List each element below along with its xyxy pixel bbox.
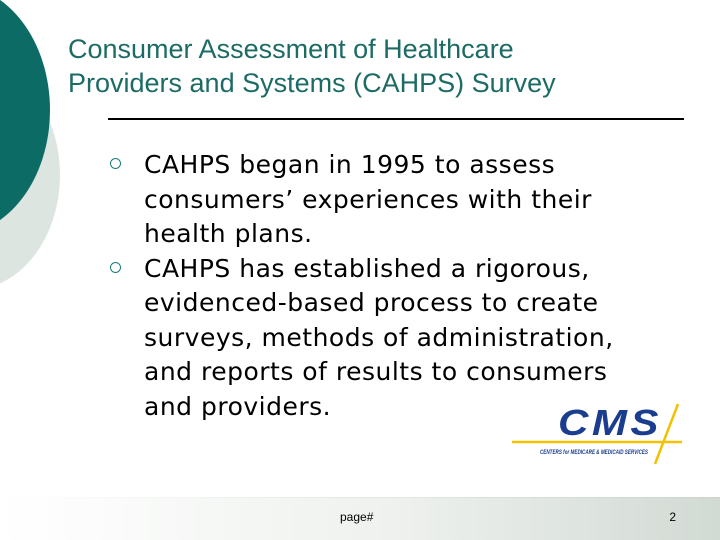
bullet-line: CAHPS began in 1995 to assess	[144, 150, 556, 179]
bullet-line: consumers’ experiences with their	[144, 184, 592, 214]
page-number: 2	[669, 510, 676, 524]
bullet-item	[110, 148, 700, 252]
bullet-line: and reports of results to consumers	[144, 357, 608, 386]
bullet-line: health plans.	[144, 219, 313, 248]
cms-logo-wordmark: CMS	[558, 402, 662, 443]
bullet-item	[110, 252, 700, 425]
bullet-line: surveys, methods of administration,	[144, 322, 614, 352]
circle-bullet-icon	[110, 158, 121, 169]
page-label: page#	[340, 510, 374, 524]
title-line-1: Consumer Assessment of Healthcare	[68, 34, 514, 64]
bullet-list	[110, 148, 700, 424]
slide-title	[68, 32, 688, 100]
bullet-line: evidenced-based process to create	[144, 288, 599, 317]
cms-logo	[510, 402, 685, 466]
circle-bullet-icon	[110, 262, 121, 273]
title-divider	[108, 118, 684, 120]
bullet-line: CAHPS has established a rigorous,	[144, 253, 590, 283]
cms-logo-tagline: CENTERS for MEDICARE & MEDICAID SERVICES	[540, 450, 648, 456]
decorative-circles	[0, 0, 60, 290]
bullet-line: and providers.	[144, 391, 332, 421]
title-line-2: Providers and Systems (CAHPS) Survey	[68, 68, 556, 98]
